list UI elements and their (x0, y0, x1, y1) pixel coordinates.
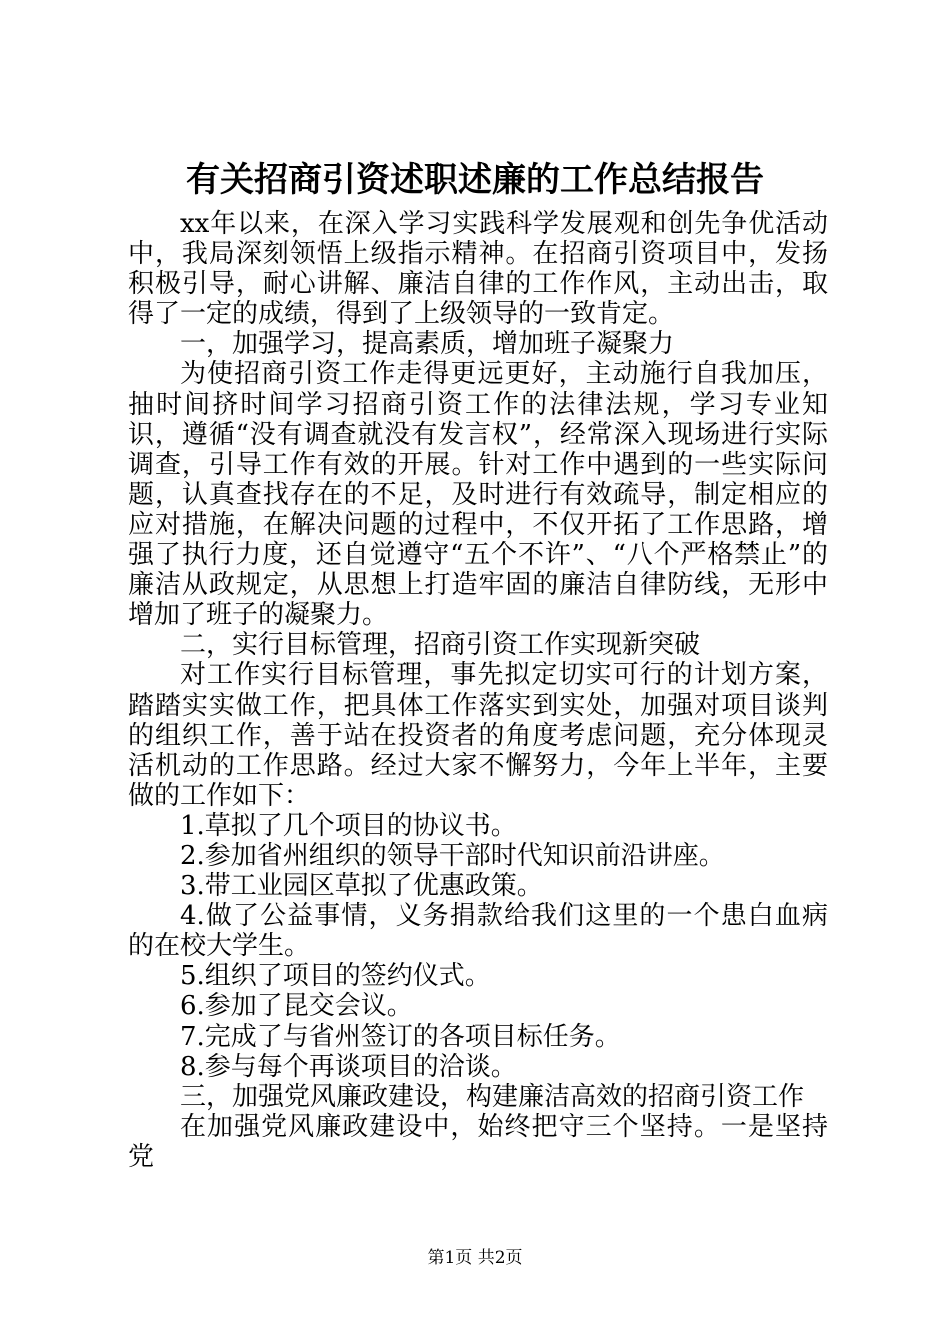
paragraph-section-1: 为使招商引资工作走得更远更好，主动施行自我加压，抽时间挤时间学习招商引资工作的法律法规，学习专业知识，遵循“没有调查就没有发言权”，经常深入现场进行实际调查，引导工作有效的开展。针对工作中遇到的一些实际问题，认真查找存在的不足，及时进行有效疏导，制定相应的应对措施，在解决问题的过程中，不仅开拓了工作思路，增强了执行力度，还自觉遵守“五个不许”、“八个严格禁止”的廉洁从政规定，从思想上打造牢固的廉洁自律防线，无形中增加了班子的凝聚力。 (128, 359, 828, 631)
list-item-1: 1.草拟了几个项目的协议书。 (180, 810, 517, 841)
paragraph-section-3: 在加强党风廉政建设中，始终把守三个坚持。一是坚持党 (128, 1111, 828, 1172)
list-item-4: 4.做了公益事情，义务捐款给我们这里的一个患白血病的在校大学生。 (128, 901, 828, 962)
paragraph-intro: xx年以来，在深入学习实践科学发展观和创先争优活动中，我局深刻领悟上级指示精神。在招商引资项目中，发扬积极引导，耐心讲解、廉洁自律的工作作风，主动出击，取得了一定的成绩，得到了上级领导的一致肯定。 (128, 209, 828, 330)
page-footer: 第1页 共2页 (427, 1248, 523, 1268)
paragraph-section-2: 对工作实行目标管理，事先拟定切实可行的计划方案，踏踏实实做工作，把具体工作落实到实处，加强对项目谈判的组织工作，善于站在投资者的角度考虑问题，充分体现灵活机动的工作思路。经过大家不懈努力，今年上半年，主要做的工作如下： (128, 660, 828, 811)
document-title: 有关招商引资述职述廉的工作总结报告 (186, 160, 764, 200)
list-item-8: 8.参与每个再谈项目的洽谈。 (180, 1051, 517, 1082)
section-heading-1: 一，加强学习，提高素质，增加班子凝聚力 (180, 329, 675, 360)
document-body (128, 209, 828, 1172)
list-item-5: 5.组织了项目的签约仪式。 (180, 961, 491, 992)
list-item-2: 2.参加省州组织的领导干部时代知识前沿讲座。 (180, 840, 725, 871)
section-heading-2: 二，实行目标管理，招商引资工作实现新突破 (180, 630, 701, 661)
list-item-3: 3.带工业园区草拟了优惠政策。 (180, 871, 543, 902)
section-heading-3: 三，加强党风廉政建设，构建廉洁高效的招商引资工作 (180, 1081, 805, 1112)
list-item-7: 7.完成了与省州签订的各项目标任务。 (180, 1021, 621, 1052)
list-item-6: 6.参加了昆交会议。 (180, 991, 413, 1022)
